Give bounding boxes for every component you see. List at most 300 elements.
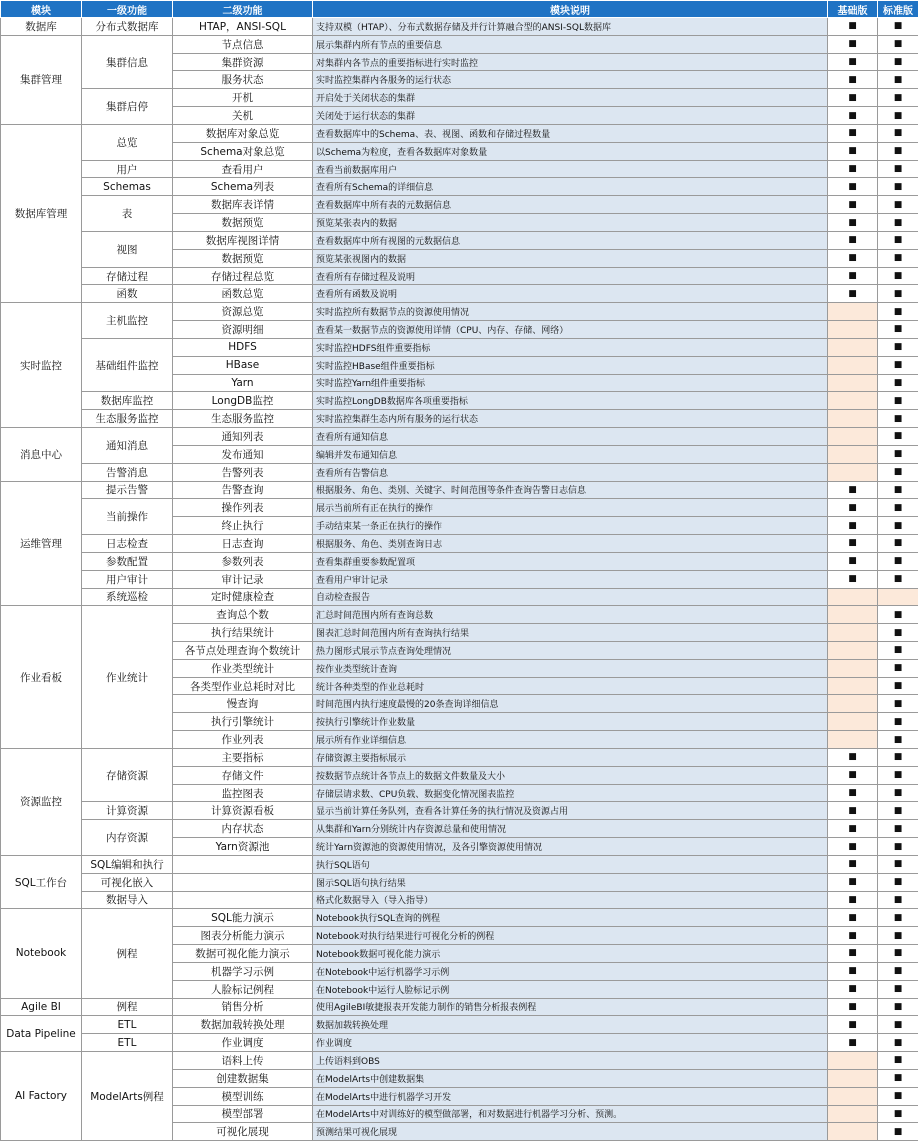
module-cell: Data Pipeline [1, 1016, 82, 1052]
description-cell: 预测结果可视化展现 [313, 1123, 828, 1141]
standard-edition-cell: ■ [878, 231, 918, 249]
module-cell: 资源监控 [1, 748, 82, 855]
standard-edition-cell: ■ [878, 499, 918, 517]
basic-edition-cell [828, 392, 878, 410]
level2-function-cell: 监控图表 [173, 784, 313, 802]
level1-function-cell: 分布式数据库 [82, 18, 173, 36]
level2-function-cell: 数据预览 [173, 214, 313, 232]
description-cell: Notebook数据可视化能力演示 [313, 945, 828, 963]
description-cell: 编辑并发布通知信息 [313, 445, 828, 463]
table-row [1, 267, 918, 285]
table-row [1, 1016, 918, 1034]
level2-function-cell: 图表分析能力演示 [173, 927, 313, 945]
basic-edition-cell: ■ [828, 891, 878, 909]
level1-function-cell: Schemas [82, 178, 173, 196]
level2-function-cell: 机器学习示例 [173, 962, 313, 980]
level2-function-cell: 资源总览 [173, 303, 313, 321]
basic-edition-cell: ■ [828, 838, 878, 856]
description-cell: 统计Yarn资源池的资源使用情况，及各引擎资源使用情况 [313, 838, 828, 856]
level2-function-cell: 数据加载转换处理 [173, 1016, 313, 1034]
description-cell: 图表汇总时间范围内所有查询执行结果 [313, 624, 828, 642]
level2-function-cell: 操作列表 [173, 499, 313, 517]
description-cell: 数据加载转换处理 [313, 1016, 828, 1034]
level2-function-cell: 执行引擎统计 [173, 713, 313, 731]
level2-function-cell: 销售分析 [173, 998, 313, 1016]
standard-edition-cell: ■ [878, 945, 918, 963]
basic-edition-cell [828, 677, 878, 695]
level2-function-cell: 查询总个数 [173, 606, 313, 624]
basic-edition-cell: ■ [828, 124, 878, 142]
standard-edition-cell: ■ [878, 428, 918, 446]
description-cell: 查看数据库中的Schema、表、视图、函数和存储过程数量 [313, 124, 828, 142]
description-cell: Notebook执行SQL查询的例程 [313, 909, 828, 927]
basic-edition-cell [828, 338, 878, 356]
description-cell: 以Schema为粒度，查看各数据库对象数量 [313, 142, 828, 160]
level2-function-cell: 服务状态 [173, 71, 313, 89]
level2-function-cell: 数据预览 [173, 249, 313, 267]
basic-edition-cell [828, 659, 878, 677]
level1-function-cell: 用户 [82, 160, 173, 178]
header-basic-edition: 基础版 [828, 1, 878, 18]
description-cell: 上传语料到OBS [313, 1052, 828, 1070]
standard-edition-cell: ■ [878, 321, 918, 339]
basic-edition-cell [828, 1087, 878, 1105]
level2-function-cell: 数据库视图详情 [173, 231, 313, 249]
level2-function-cell: 作业类型统计 [173, 659, 313, 677]
level2-function-cell: 数据库表详情 [173, 196, 313, 214]
level2-function-cell: 模型部署 [173, 1105, 313, 1123]
level1-function-cell: 总览 [82, 124, 173, 160]
level2-function-cell: 存储文件 [173, 766, 313, 784]
basic-edition-cell: ■ [828, 107, 878, 125]
level2-function-cell: Schema对象总览 [173, 142, 313, 160]
table-row [1, 35, 918, 53]
level2-function-cell: 审计记录 [173, 570, 313, 588]
basic-edition-cell [828, 606, 878, 624]
standard-edition-cell: ■ [878, 338, 918, 356]
description-cell: 图示SQL语句执行结果 [313, 873, 828, 891]
standard-edition-cell: ■ [878, 1069, 918, 1087]
standard-edition-cell: ■ [878, 18, 918, 36]
level1-function-cell: 系统巡检 [82, 588, 173, 606]
standard-edition-cell: ■ [878, 891, 918, 909]
standard-edition-cell: ■ [878, 962, 918, 980]
basic-edition-cell [828, 695, 878, 713]
description-cell: 实时监控LongDB数据库各项重要指标 [313, 392, 828, 410]
description-cell: 按数据节点统计各节点上的数据文件数量及大小 [313, 766, 828, 784]
standard-edition-cell: ■ [878, 463, 918, 481]
basic-edition-cell [828, 410, 878, 428]
description-cell: 使用AgileBI敏捷报表开发能力制作的销售分析报表例程 [313, 998, 828, 1016]
basic-edition-cell: ■ [828, 18, 878, 36]
standard-edition-cell: ■ [878, 713, 918, 731]
table-row [1, 499, 918, 517]
basic-edition-cell: ■ [828, 820, 878, 838]
level2-function-cell: 资源明细 [173, 321, 313, 339]
level2-function-cell: 各类型作业总耗时对比 [173, 677, 313, 695]
table-row [1, 410, 918, 428]
table-row [1, 606, 918, 624]
standard-edition-cell: ■ [878, 998, 918, 1016]
basic-edition-cell [828, 463, 878, 481]
basic-edition-cell: ■ [828, 748, 878, 766]
table-row [1, 802, 918, 820]
standard-edition-cell: ■ [878, 374, 918, 392]
level2-function-cell: 定时健康检查 [173, 588, 313, 606]
level2-function-cell: 查看用户 [173, 160, 313, 178]
level2-function-cell [173, 873, 313, 891]
basic-edition-cell: ■ [828, 481, 878, 499]
description-cell: 支持双模（HTAP）、分布式数据存储及并行计算融合型的ANSI-SQL数据库 [313, 18, 828, 36]
module-cell: 实时监控 [1, 303, 82, 428]
level2-function-cell: 生态服务监控 [173, 410, 313, 428]
module-cell: Agile BI [1, 998, 82, 1016]
basic-edition-cell [828, 1052, 878, 1070]
module-cell: 数据库管理 [1, 124, 82, 302]
table-row [1, 18, 918, 36]
description-cell: 在ModelArts中对训练好的模型做部署，和对数据进行机器学习分析、预测。 [313, 1105, 828, 1123]
description-cell: 显示当前计算任务队列，查看各计算任务的执行情况及资源占用 [313, 802, 828, 820]
level2-function-cell: 作业调度 [173, 1034, 313, 1052]
level2-function-cell: 数据可视化能力演示 [173, 945, 313, 963]
standard-edition-cell: ■ [878, 196, 918, 214]
basic-edition-cell: ■ [828, 160, 878, 178]
standard-edition-cell: ■ [878, 820, 918, 838]
basic-edition-cell: ■ [828, 927, 878, 945]
standard-edition-cell: ■ [878, 285, 918, 303]
description-cell: 查看数据库中所有视图的元数据信息 [313, 231, 828, 249]
standard-edition-cell: ■ [878, 124, 918, 142]
description-cell: 展示所有作业详细信息 [313, 731, 828, 749]
table-row [1, 481, 918, 499]
level2-function-cell: 语料上传 [173, 1052, 313, 1070]
table-row [1, 998, 918, 1016]
table-row [1, 160, 918, 178]
standard-edition-cell: ■ [878, 142, 918, 160]
level2-function-cell: 计算资源看板 [173, 802, 313, 820]
basic-edition-cell: ■ [828, 1016, 878, 1034]
table-row [1, 535, 918, 553]
standard-edition-cell: ■ [878, 445, 918, 463]
header-row [1, 1, 918, 18]
description-cell: 统计各种类型的作业总耗时 [313, 677, 828, 695]
level1-function-cell: 集群启停 [82, 89, 173, 125]
level2-function-cell: 数据库对象总览 [173, 124, 313, 142]
basic-edition-cell: ■ [828, 1034, 878, 1052]
description-cell: 热力图形式展示节点查询处理情况 [313, 641, 828, 659]
level1-function-cell: 表 [82, 196, 173, 232]
module-cell: Notebook [1, 909, 82, 998]
description-cell: 实时监控HDFS组件重要指标 [313, 338, 828, 356]
description-cell: 从集群和Yarn分别统计内存资源总量和使用情况 [313, 820, 828, 838]
table-row [1, 428, 918, 446]
basic-edition-cell: ■ [828, 802, 878, 820]
basic-edition-cell: ■ [828, 89, 878, 107]
table-row [1, 303, 918, 321]
basic-edition-cell [828, 1069, 878, 1087]
basic-edition-cell [828, 445, 878, 463]
standard-edition-cell: ■ [878, 214, 918, 232]
description-cell: 查看所有通知信息 [313, 428, 828, 446]
level2-function-cell: 通知列表 [173, 428, 313, 446]
level2-function-cell: 执行结果统计 [173, 624, 313, 642]
description-cell: 实时监控集群内各服务的运行状态 [313, 71, 828, 89]
description-cell: 根据服务、角色、类别查询日志 [313, 535, 828, 553]
basic-edition-cell: ■ [828, 196, 878, 214]
basic-edition-cell: ■ [828, 214, 878, 232]
level2-function-cell: 各节点处理查询个数统计 [173, 641, 313, 659]
standard-edition-cell: ■ [878, 71, 918, 89]
basic-edition-cell: ■ [828, 35, 878, 53]
basic-edition-cell: ■ [828, 980, 878, 998]
description-cell: 执行SQL语句 [313, 855, 828, 873]
level2-function-cell: 人脸标记例程 [173, 980, 313, 998]
level1-function-cell: 数据库监控 [82, 392, 173, 410]
standard-edition-cell: ■ [878, 107, 918, 125]
description-cell: 在Notebook中运行机器学习示例 [313, 962, 828, 980]
level1-function-cell: 集群信息 [82, 35, 173, 88]
basic-edition-cell: ■ [828, 945, 878, 963]
standard-edition-cell: ■ [878, 392, 918, 410]
table-row [1, 231, 918, 249]
level1-function-cell: 告警消息 [82, 463, 173, 481]
basic-edition-cell [828, 428, 878, 446]
table-row [1, 588, 918, 606]
table-row [1, 748, 918, 766]
level1-function-cell: 可视化嵌入 [82, 873, 173, 891]
level2-function-cell: 慢查询 [173, 695, 313, 713]
level1-function-cell: SQL编辑和执行 [82, 855, 173, 873]
description-cell: 存储层请求数、CPU负载、数据变化情况图表监控 [313, 784, 828, 802]
level2-function-cell: 模型训练 [173, 1087, 313, 1105]
basic-edition-cell: ■ [828, 784, 878, 802]
basic-edition-cell: ■ [828, 998, 878, 1016]
table-row [1, 855, 918, 873]
description-cell: Notebook对执行结果进行可视化分析的例程 [313, 927, 828, 945]
table-header [1, 1, 918, 18]
header-module: 模块 [1, 1, 82, 18]
basic-edition-cell [828, 713, 878, 731]
description-cell: 查看用户审计记录 [313, 570, 828, 588]
basic-edition-cell: ■ [828, 285, 878, 303]
standard-edition-cell: ■ [878, 624, 918, 642]
description-cell: 查看数据库中所有表的元数据信息 [313, 196, 828, 214]
basic-edition-cell [828, 303, 878, 321]
standard-edition-cell: ■ [878, 1052, 918, 1070]
description-cell: 时间范围内执行速度最慢的20条查询详细信息 [313, 695, 828, 713]
standard-edition-cell: ■ [878, 909, 918, 927]
standard-edition-cell: ■ [878, 178, 918, 196]
standard-edition-cell: ■ [878, 748, 918, 766]
level1-function-cell: 提示告警 [82, 481, 173, 499]
description-cell: 在Notebook中运行人脸标记示例 [313, 980, 828, 998]
basic-edition-cell [828, 731, 878, 749]
basic-edition-cell [828, 321, 878, 339]
basic-edition-cell [828, 588, 878, 606]
level2-function-cell: 日志查询 [173, 535, 313, 553]
level2-function-cell: 创建数据集 [173, 1069, 313, 1087]
standard-edition-cell: ■ [878, 838, 918, 856]
basic-edition-cell: ■ [828, 142, 878, 160]
basic-edition-cell: ■ [828, 855, 878, 873]
description-cell: 展示集群内所有节点的重要信息 [313, 35, 828, 53]
description-cell: 在ModelArts中创建数据集 [313, 1069, 828, 1087]
level1-function-cell: 基础组件监控 [82, 338, 173, 391]
table-row [1, 392, 918, 410]
table-row [1, 463, 918, 481]
description-cell: 查看所有函数及说明 [313, 285, 828, 303]
table-row [1, 909, 918, 927]
standard-edition-cell: ■ [878, 570, 918, 588]
header-standard-edition: 标准版 [878, 1, 918, 18]
description-cell: 对集群内各节点的重要指标进行实时监控 [313, 53, 828, 71]
level1-function-cell: ETL [82, 1016, 173, 1034]
basic-edition-cell: ■ [828, 267, 878, 285]
level2-function-cell: 函数总览 [173, 285, 313, 303]
module-cell: 数据库 [1, 18, 82, 36]
module-cell: SQL工作台 [1, 855, 82, 908]
description-cell: 实时监控Yarn组件重要指标 [313, 374, 828, 392]
standard-edition-cell: ■ [878, 535, 918, 553]
level2-function-cell: HBase [173, 356, 313, 374]
standard-edition-cell: ■ [878, 89, 918, 107]
standard-edition-cell: ■ [878, 766, 918, 784]
level1-function-cell: ETL [82, 1034, 173, 1052]
description-cell: 预览某张表内的数据 [313, 214, 828, 232]
level1-function-cell: 内存资源 [82, 820, 173, 856]
table-row [1, 552, 918, 570]
standard-edition-cell: ■ [878, 641, 918, 659]
level2-function-cell: 关机 [173, 107, 313, 125]
level2-function-cell: 内存状态 [173, 820, 313, 838]
description-cell: 查看所有告警信息 [313, 463, 828, 481]
standard-edition-cell: ■ [878, 606, 918, 624]
level2-function-cell: 告警查询 [173, 481, 313, 499]
basic-edition-cell: ■ [828, 178, 878, 196]
level1-function-cell: 存储过程 [82, 267, 173, 285]
basic-edition-cell: ■ [828, 570, 878, 588]
description-cell: 根据服务、角色、类别、关键字、时间范围等条件查询告警日志信息 [313, 481, 828, 499]
standard-edition-cell: ■ [878, 1123, 918, 1141]
description-cell: 作业调度 [313, 1034, 828, 1052]
table-row [1, 1052, 918, 1070]
table-row [1, 178, 918, 196]
standard-edition-cell: ■ [878, 1105, 918, 1123]
description-cell: 查看所有存储过程及说明 [313, 267, 828, 285]
description-cell: 实时监控HBase组件重要指标 [313, 356, 828, 374]
standard-edition-cell: ■ [878, 980, 918, 998]
description-cell: 手动结束某一条正在执行的操作 [313, 517, 828, 535]
level2-function-cell: Schema列表 [173, 178, 313, 196]
level2-function-cell: 告警列表 [173, 463, 313, 481]
description-cell: 查看某一数据节点的资源使用详情（CPU、内存、存储、网络） [313, 321, 828, 339]
standard-edition-cell: ■ [878, 1087, 918, 1105]
level1-function-cell: 生态服务监控 [82, 410, 173, 428]
level1-function-cell: 计算资源 [82, 802, 173, 820]
level2-function-cell: LongDB监控 [173, 392, 313, 410]
standard-edition-cell: ■ [878, 855, 918, 873]
description-cell: 汇总时间范围内所有查询总数 [313, 606, 828, 624]
description-cell: 查看当前数据库用户 [313, 160, 828, 178]
basic-edition-cell: ■ [828, 53, 878, 71]
standard-edition-cell: ■ [878, 659, 918, 677]
level1-function-cell: ModelArts例程 [82, 1052, 173, 1141]
level2-function-cell: Yarn资源池 [173, 838, 313, 856]
description-cell: 按作业类型统计查询 [313, 659, 828, 677]
level2-function-cell: 参数列表 [173, 552, 313, 570]
level1-function-cell: 例程 [82, 998, 173, 1016]
basic-edition-cell: ■ [828, 552, 878, 570]
basic-edition-cell: ■ [828, 517, 878, 535]
standard-edition-cell: ■ [878, 249, 918, 267]
level1-function-cell: 日志检查 [82, 535, 173, 553]
level1-function-cell: 通知消息 [82, 428, 173, 464]
level2-function-cell: 存储过程总览 [173, 267, 313, 285]
basic-edition-cell: ■ [828, 535, 878, 553]
description-cell: 开启处于关闭状态的集群 [313, 89, 828, 107]
table-row [1, 1034, 918, 1052]
level2-function-cell: 开机 [173, 89, 313, 107]
level2-function-cell: 节点信息 [173, 35, 313, 53]
standard-edition-cell: ■ [878, 802, 918, 820]
level2-function-cell: 主要指标 [173, 748, 313, 766]
standard-edition-cell: ■ [878, 1034, 918, 1052]
basic-edition-cell [828, 374, 878, 392]
standard-edition-cell [878, 588, 918, 606]
level1-function-cell: 主机监控 [82, 303, 173, 339]
basic-edition-cell [828, 1105, 878, 1123]
module-cell: 运维管理 [1, 481, 82, 606]
level1-function-cell: 当前操作 [82, 499, 173, 535]
level2-function-cell [173, 855, 313, 873]
level1-function-cell: 用户审计 [82, 570, 173, 588]
table-body [1, 18, 918, 1141]
level1-function-cell: 作业统计 [82, 606, 173, 749]
level2-function-cell: 可视化展现 [173, 1123, 313, 1141]
level2-function-cell: 终止执行 [173, 517, 313, 535]
header-description: 模块说明 [313, 1, 828, 18]
module-cell: 消息中心 [1, 428, 82, 481]
standard-edition-cell: ■ [878, 53, 918, 71]
level1-function-cell: 视图 [82, 231, 173, 267]
description-cell: 实时监控集群生态内所有服务的运行状态 [313, 410, 828, 428]
header-level2: 二级功能 [173, 1, 313, 18]
level1-function-cell: 存储资源 [82, 748, 173, 801]
level1-function-cell: 例程 [82, 909, 173, 998]
table-row [1, 891, 918, 909]
module-cell: 作业看板 [1, 606, 82, 749]
table-row [1, 338, 918, 356]
basic-edition-cell: ■ [828, 873, 878, 891]
level1-function-cell: 函数 [82, 285, 173, 303]
description-cell: 查看集群重要参数配置项 [313, 552, 828, 570]
basic-edition-cell [828, 1123, 878, 1141]
basic-edition-cell [828, 624, 878, 642]
level2-function-cell: HTAP，ANSI-SQL [173, 18, 313, 36]
description-cell: 在ModelArts中进行机器学习开发 [313, 1087, 828, 1105]
description-cell: 预览某张视图内的数据 [313, 249, 828, 267]
standard-edition-cell: ■ [878, 873, 918, 891]
level2-function-cell: SQL能力演示 [173, 909, 313, 927]
description-cell: 格式化数据导入（导入指导） [313, 891, 828, 909]
level2-function-cell: Yarn [173, 374, 313, 392]
standard-edition-cell: ■ [878, 1016, 918, 1034]
module-cell: AI Factory [1, 1052, 82, 1141]
description-cell: 实时监控所有数据节点的资源使用情况 [313, 303, 828, 321]
standard-edition-cell: ■ [878, 35, 918, 53]
standard-edition-cell: ■ [878, 410, 918, 428]
standard-edition-cell: ■ [878, 695, 918, 713]
